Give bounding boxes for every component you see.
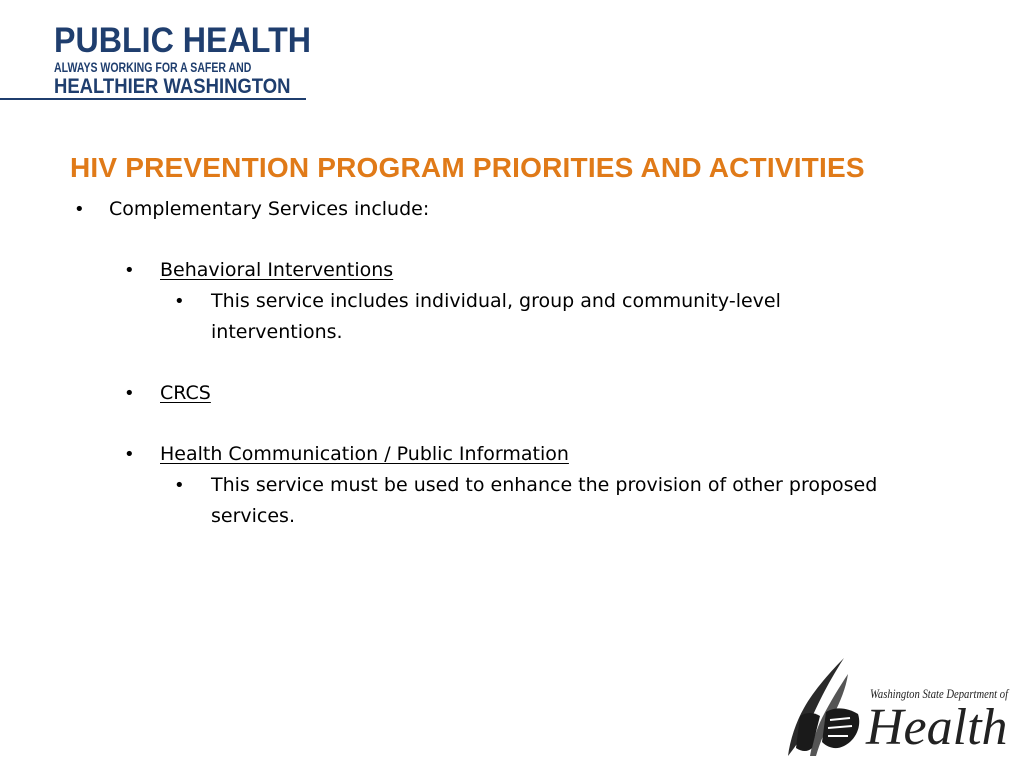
header-divider (0, 98, 306, 100)
bullet-icon: • (174, 291, 185, 312)
detail-text: services. (211, 505, 295, 527)
detail-text: This service includes individual, group and community-level (211, 290, 781, 312)
item-behavioral-interventions: Behavioral Interventions (160, 259, 394, 281)
item-crcs: CRCS (160, 382, 211, 404)
bullet-icon: • (124, 444, 135, 465)
public-health-logo (54, 21, 311, 98)
dept-text: Washington State Department of (870, 687, 1009, 701)
wa-doh-logo (786, 656, 1018, 760)
bullet-icon: • (174, 475, 185, 496)
slide-title: HIV PREVENTION PROGRAM PRIORITIES AND ACTIVITIES (70, 152, 865, 183)
bullet-icon: • (124, 383, 135, 404)
feather-emblem-icon (786, 656, 868, 760)
bullet-icon: • (74, 199, 85, 220)
logo-tagline-2: HEALTHIER WASHINGTON (54, 75, 291, 98)
intro-text: Complementary Services include: (109, 198, 430, 220)
detail-text: This service must be used to enhance the provision of other proposed (211, 474, 878, 496)
health-wordmark: Health (866, 699, 1008, 756)
detail-text: interventions. (211, 321, 343, 343)
bullet-icon: • (124, 260, 135, 281)
item-health-communication: Health Communication / Public Information (160, 443, 569, 465)
logo-title: PUBLIC HEALTH (54, 21, 311, 60)
logo-tagline-1: ALWAYS WORKING FOR A SAFER AND (54, 60, 252, 75)
